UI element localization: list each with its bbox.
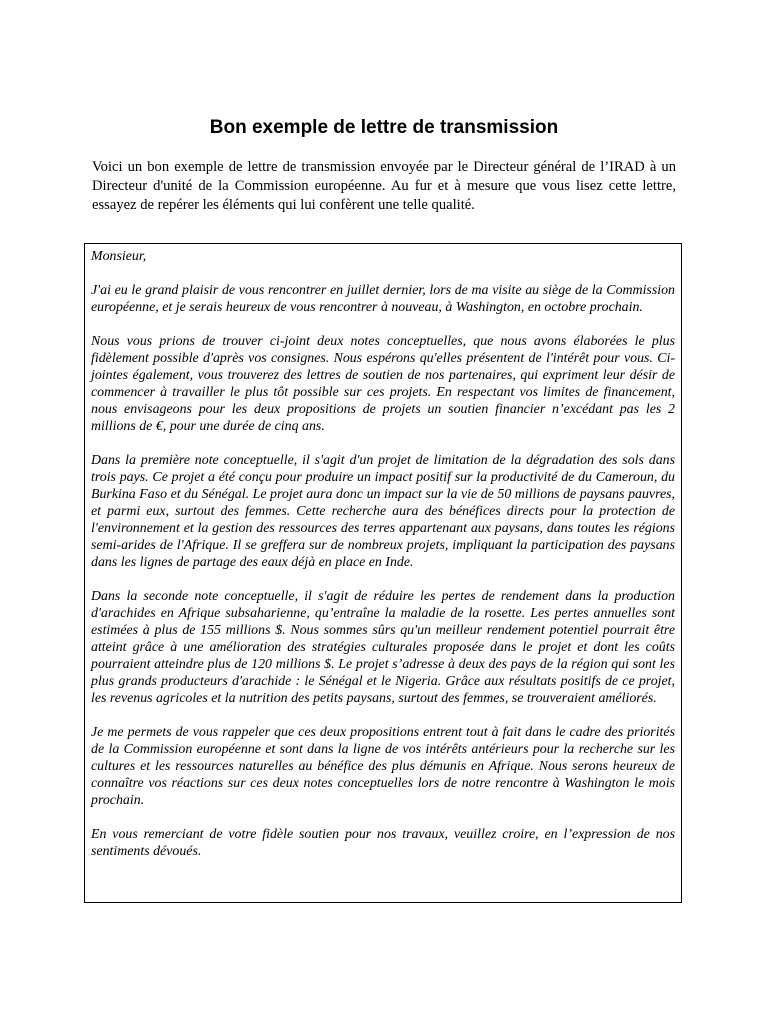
letter-paragraph: Je me permets de vous rappeler que ces deux propositions entrent tout à fait dans le cadre des priorités de la Commission européenne et sont dans la ligne de vos intérêts antérieurs pour la recherche sur les cultures et les ressources naturelles au bénéfice des plus démunis en Afrique. Nous serons heureux de connaître vos réactions sur ces deux notes conceptuelles lors de notre rencontre à Washington le mois prochain. bbox=[91, 725, 675, 808]
intro-paragraph: Voici un bon exemple de lettre de transmission envoyée par le Directeur général de l’IRAD à un Directeur d'unité de la Commission européenne. Au fur et à mesure que vous lisez cette lettre, essayez de repérer les éléments qui lui confèrent une telle qualité. bbox=[92, 159, 676, 213]
letter-salutation: Monsieur, bbox=[91, 249, 147, 264]
letter-paragraph: Nous vous prions de trouver ci-joint deux notes conceptuelles, que nous avons élaborées le plus fidèlement possible d'après vos consignes. Nous espérons qu'elles présentent de l'intérêt pour vous. Ci-jointes également, vous trouverez des lettres de soutien de nos partenaires, qui expriment leur désir de commencer à travailler le plus tôt possible sur ces projets. En respectant vos limites de financement, nous envisageons pour les deux propositions de projets un soutien financier n’excédant pas les 2 millions de €, pour une durée de cinq ans. bbox=[91, 334, 675, 434]
letter-box bbox=[84, 243, 682, 903]
letter-paragraph: J'ai eu le grand plaisir de vous rencontrer en juillet dernier, lors de ma visite au siège de la Commission européenne, et je serais heureux de vous rencontrer à nouveau, à Washington, en octobre prochain. bbox=[91, 283, 675, 315]
letter-paragraph: Dans la seconde note conceptuelle, il s'agit de réduire les pertes de rendement dans la production d'arachides en Afrique subsaharienne, qu’entraîne la maladie de la rosette. Les pertes annuelles sont estimées à plus de 155 millions $. Nous sommes sûrs qu'un meilleur rendement potentiel pourrait être atteint grâce à une amélioration des stratégies culturales proposée dans le projet et dont les coûts pourraient atteindre plus de 120 millions $. Le projet s’adresse à deux des pays de la région qui sont les plus grands producteurs d'arachide : le Sénégal et le Nigeria. Grâce aux résultats positifs de ce projet, les revenus agricoles et la nutrition des petits paysans, surtout des femmes, se trouveraient améliorés. bbox=[91, 589, 675, 706]
page-title: Bon exemple de lettre de transmission bbox=[209, 117, 559, 138]
letter-closing: En vous remerciant de votre fidèle soutien pour nos travaux, veuillez croire, en l’expression de nos sentiments dévoués. bbox=[91, 827, 675, 859]
letter-paragraph: Dans la première note conceptuelle, il s'agit d'un projet de limitation de la dégradation des sols dans trois pays. Ce projet a été conçu pour produire un impact positif sur la productivité de du Cameroun, du Burkina Faso et du Sénégal. Le projet aura donc un impact sur la vie de 50 millions de paysans pauvres, et parmi eux, surtout des femmes. Cette recherche aura des bénéfices directs pour la protection de l'environnement et la gestion des ressources des terres appartenant aux paysans, dans toutes les régions semi-arides de l'Afrique. Il se greffera sur de nombreux projets, impliquant la participation des paysans dans les lignes de partage des eaux déjà en place en Inde. bbox=[91, 453, 675, 570]
